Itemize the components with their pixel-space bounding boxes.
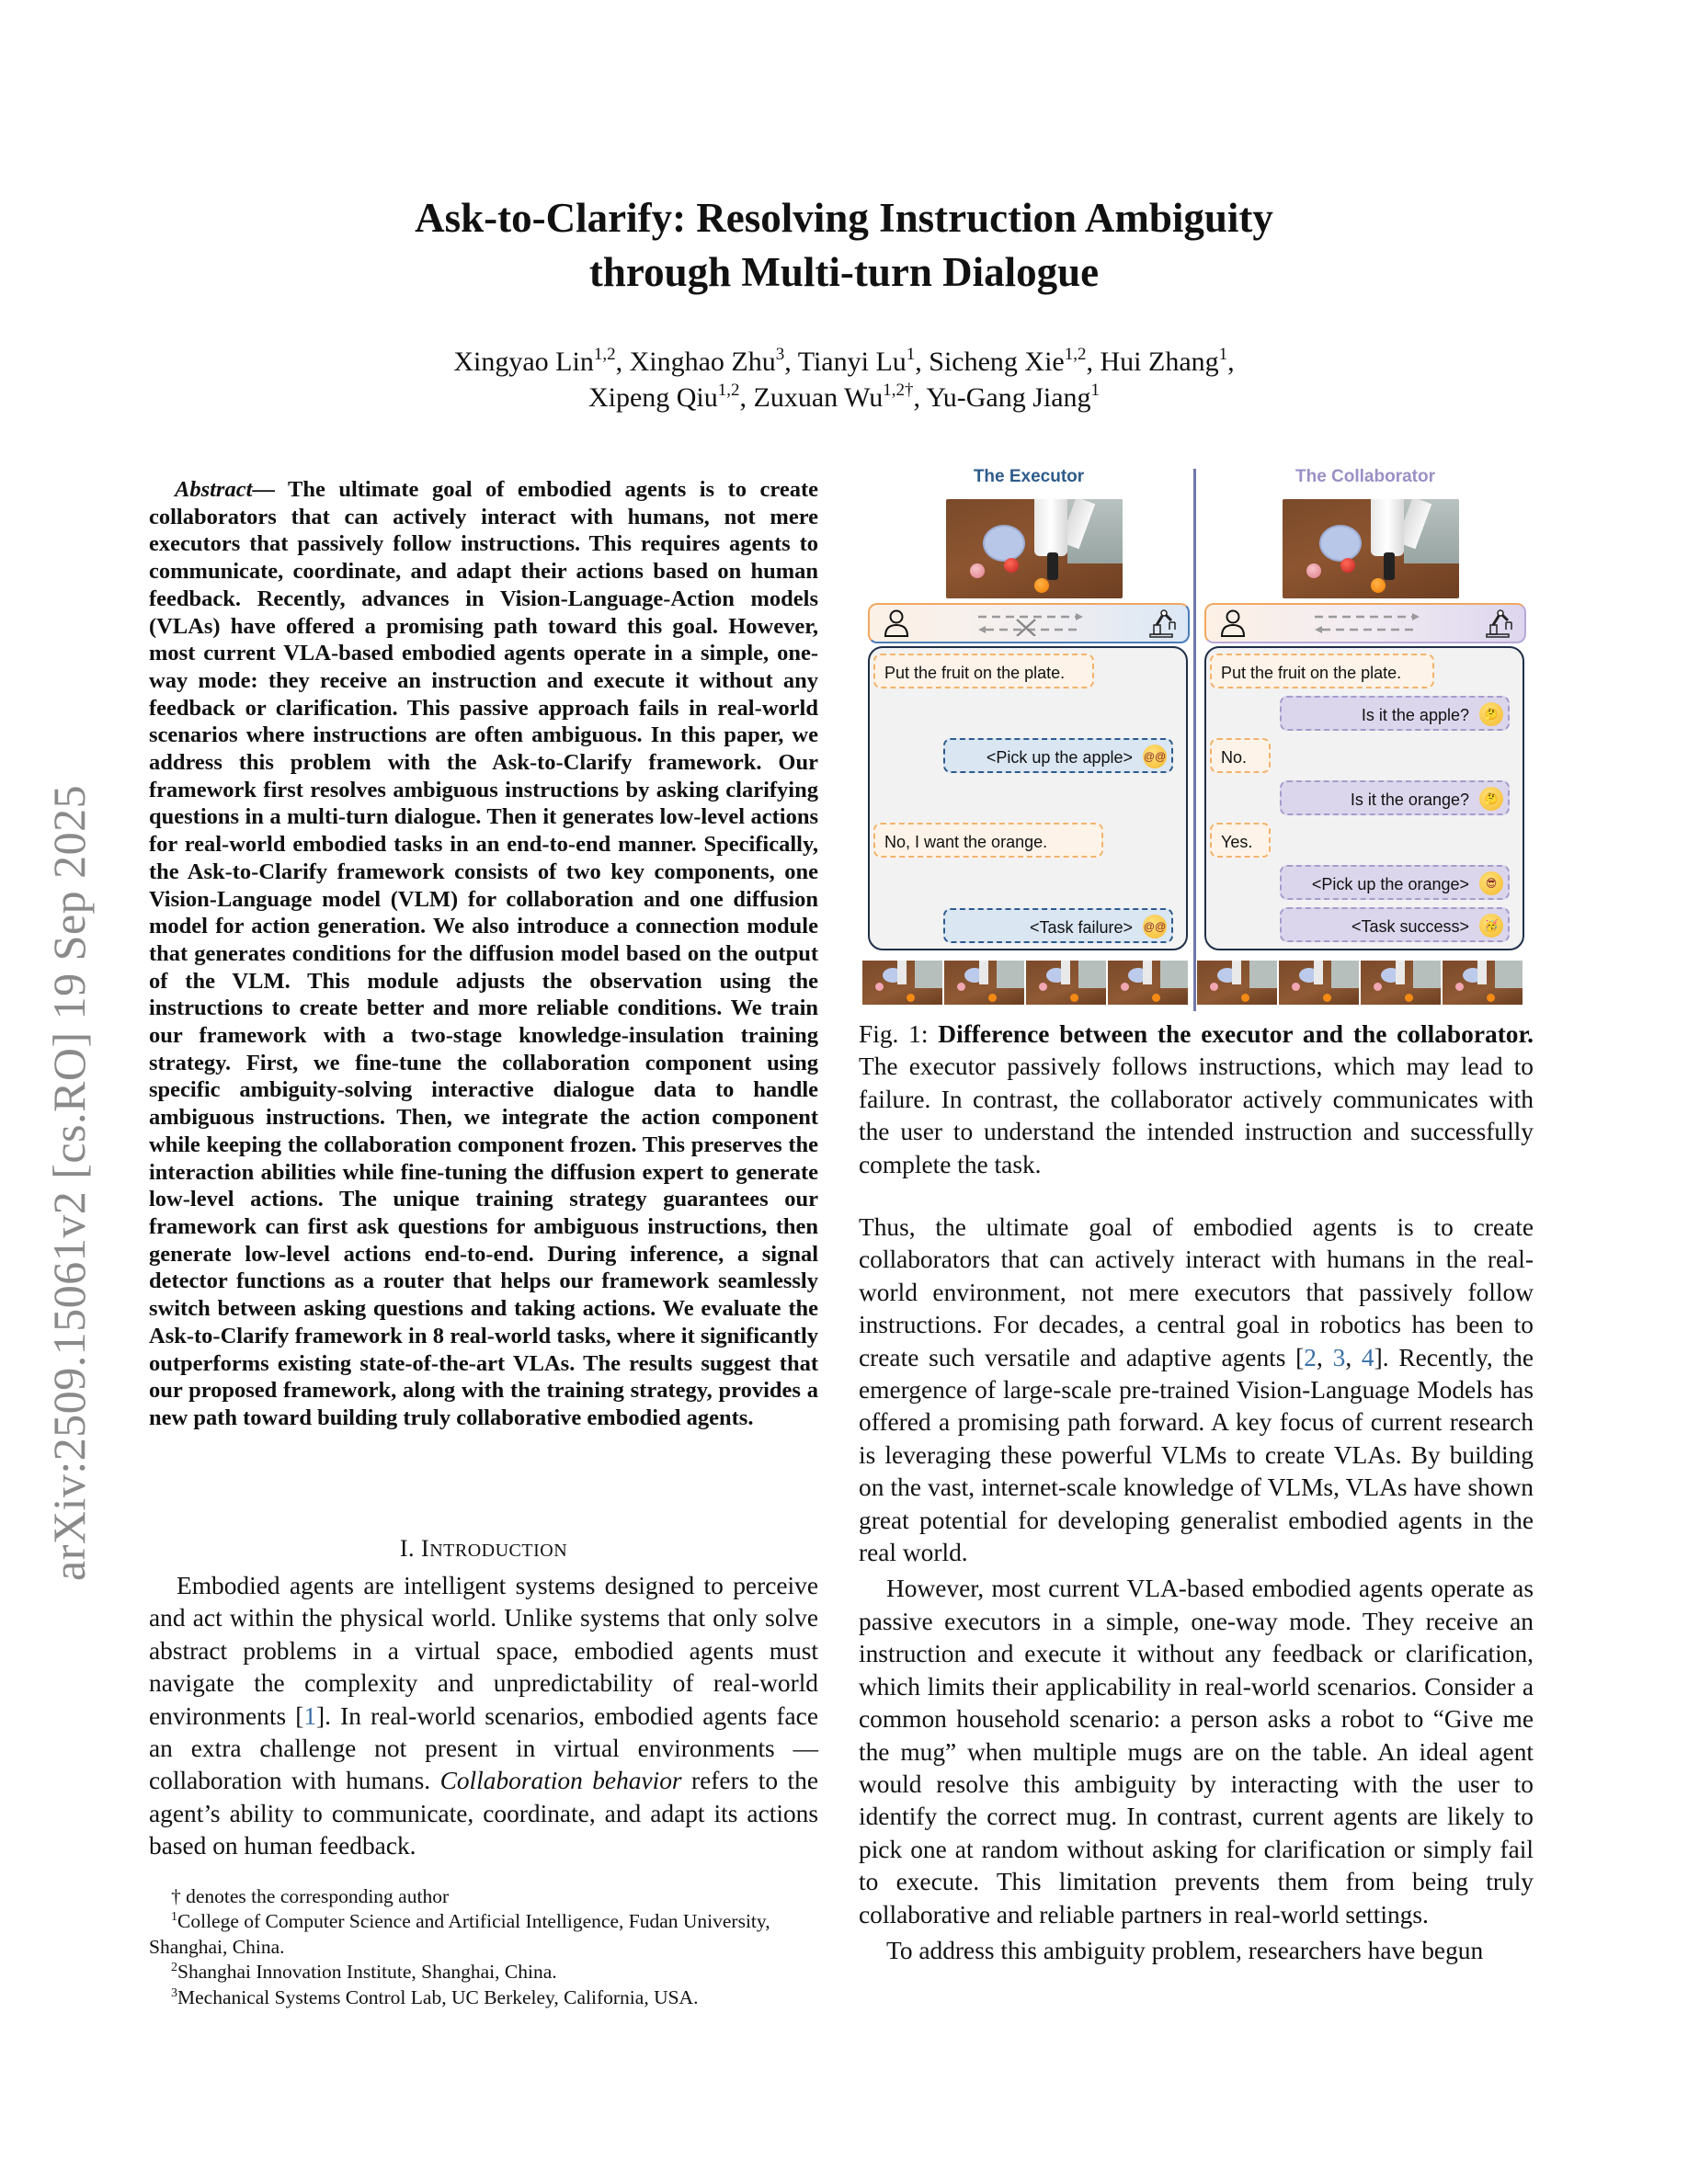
executor-dialogue [868, 646, 1188, 950]
collaborator-frames [1197, 961, 1523, 1005]
footnote: $^2$Shanghai Innovation Institute, Shanghai, China. [171, 1961, 557, 1984]
dizzy-face-icon: @@ [1143, 745, 1167, 768]
figure-caption [859, 1018, 1534, 1181]
agent-message: <Task failure> @@ [943, 908, 1173, 943]
author-affiliation: 1,2 [593, 345, 616, 364]
user-message: Put the fruit on the plate. [873, 654, 1094, 688]
orange [1371, 578, 1386, 593]
collaborator-title: The Collaborator [1295, 467, 1435, 486]
red-apple [1340, 558, 1355, 573]
one-way-arrows-icon [973, 610, 1087, 636]
section-heading-introduction: I. INTRODUCTION [399, 1535, 568, 1562]
scene-photo [1283, 499, 1459, 598]
user-message: No. [1210, 738, 1271, 773]
user-message: Put the fruit on the plate. [1210, 654, 1434, 688]
intro-paragraph: Embodied agents are intelligent systems designed to perceive and act within the physical world. Unlike systems that only solve abstract problems in a virtual space, embodied agents must navigate the complexity and unpredictability of real-world environments [1]. In real-world scenarios, embodied agents face an extra challenge not present in virtual environments — collaboration with humans. Collaboration behavior refers to the agent’s ability to communicate, coordinate, and adapt its actions based on human feedback. [149, 1572, 818, 1860]
plate [983, 525, 1025, 562]
footnote: $^1$College of Computer Science and Artificial Intelligence, Fudan University, Shanghai, China. [149, 1910, 770, 1958]
executor-frames [862, 961, 1188, 1005]
scene-photo [946, 499, 1123, 598]
caption-text: The executor passively follows instructions, which may lead to failure. In contrast, the collaborator actively communicates with the user to understand the intended instruction and successfully complete the task. [859, 1052, 1534, 1178]
abstract-label: Abstract [175, 477, 253, 502]
agent-message: Is it the apple? 🤔 [1280, 696, 1510, 731]
body-paragraph: Thus, the ultimate goal of embodied agents is to create collaborators that can actively interact with humans in the real-world environment, not mere executors that passively follow instructions. For decades, a central goal in robotics has been to create such versatile and adaptive agents [2, 3, 4]. Recently, the emergence of large-scale pre-trained Vision-Language Models has offered a promising path forward. A key focus of current research is leveraging these powerful VLMs to create VLAs. By building on the vast, internet-scale knowledge of VLMs, VLAs have shown great potential for developing generalist embodied agents in the real world. [859, 1213, 1534, 1567]
paper-title [276, 191, 1412, 300]
executor-title: The Executor [973, 467, 1085, 486]
user-icon [883, 609, 910, 638]
robot-arm [1034, 499, 1067, 556]
red-apple [1004, 558, 1019, 573]
robot-arm [1371, 499, 1404, 556]
author: Yu-Gang Jiang [926, 382, 1091, 413]
author: Sicheng Xie [929, 347, 1065, 377]
agent-message: <Pick up the apple> @@ [943, 738, 1173, 773]
collaborator-dialogue [1204, 646, 1524, 950]
author-affiliation: 1 [1090, 381, 1101, 400]
thinking-face-icon: 🤔 [1479, 787, 1503, 811]
two-way-arrows-icon [1309, 610, 1423, 636]
author: Xipeng Qiu [587, 382, 718, 413]
frame-thumbnail [1279, 961, 1359, 1005]
footnote: $^3$Mechanical Systems Control Lab, UC Berkeley, California, USA. [171, 1985, 699, 2008]
citation-link[interactable]: 3 [1332, 1343, 1346, 1371]
agent-message: <Pick up the orange> 😎 [1280, 865, 1510, 900]
frame-thumbnail [944, 961, 1024, 1005]
author-list [276, 344, 1412, 415]
arxiv-identifier: arXiv:2509.15061v2 [cs.RO] 19 Sep 2025 [43, 784, 95, 1581]
author-affiliation: 1 [906, 345, 916, 364]
user-message: Yes. [1210, 823, 1271, 858]
citation-link[interactable]: 1 [303, 1701, 317, 1730]
footnote: † denotes the corresponding author [171, 1885, 450, 1907]
frame-thumbnail [1197, 961, 1277, 1005]
title-line-1: Ask-to-Clarify: Resolving Instruction Ambiguity [415, 195, 1273, 241]
thinking-face-icon: 🤔 [1479, 702, 1503, 726]
agent-message: <Task success> 🥳 [1280, 907, 1510, 942]
frame-thumbnail [1443, 961, 1523, 1005]
author-affiliation: 1,2 [717, 381, 740, 400]
footnotes [149, 1884, 818, 2010]
sunglasses-face-icon: 😎 [1479, 871, 1503, 895]
frame-thumbnail [862, 961, 942, 1005]
interaction-bar [868, 603, 1190, 643]
user-message: No, I want the orange. [873, 823, 1103, 858]
emphasis: Collaboration behavior [439, 1767, 682, 1795]
agent-message: Is it the orange? 🤔 [1280, 780, 1510, 815]
party-face-icon: 🥳 [1479, 914, 1503, 938]
frame-thumbnail [1361, 961, 1441, 1005]
author: Zuxuan Wu [753, 382, 884, 413]
abstract-paragraph: Abstract— The ultimate goal of embodied agents is to create collaborators that can actively interact with humans, not mere executors that passively follow instructions. This requires agents to communicate, coordinate, and adapt their actions based on human feedback. Recently, advances in Vision-Language-Action models (VLAs) have offered a promising path toward this goal. However, most current VLA-based embodied agents operate in a simple, one-way mode: they receive an instruction and execute it without any feedback or clarification. This passive approach fails in real-world scenarios where instructions are often ambiguous. In this paper, we address this problem with the Ask-to-Clarify framework. Our framework first resolves ambiguous instructions by asking clarifying questions in a multi-turn dialogue. Then it generates low-level actions for real-world embodied tasks in an end-to-end manner. Specifically, the Ask-to-Clarify framework consists of two key components, one Vision-Language model (VLM) for collaboration and one diffusion model for action generation. We also introduce a connection module that generates conditions for the diffusion model based on the output of the VLM. This module adjusts the observation using the instructions to create better and more reliable conditions. We train our framework with a two-stage knowledge-insulation training strategy. First, we fine-tune the collaboration component using specific ambiguity-solving interactive dialogue data to handle ambiguous instructions. Then, we integrate the action component while keeping the collaboration component frozen. This preserves the interaction abilities while fine-tuning the diffusion expert to generate low-level actions. The unique training strategy guarantees our framework can first ask questions for ambiguous instructions, then generate low-level actions end-to-end. During inference, a signal detector functions as a router that helps our framework seamlessly switch between asking questions and taking actions. We evaluate the Ask-to-Clarify framework in 8 real-world tasks, where it significantly outperforms existing state-of-the-art VLAs. The results suggest that our proposed framework, along with the training strategy, provides a new path toward building truly collaborative embodied agents. [149, 477, 818, 1430]
caption-title: Difference between the executor and the collaborator. [938, 1020, 1534, 1048]
section-number: I. [399, 1535, 416, 1562]
interaction-bar [1204, 603, 1526, 643]
frame-thumbnail [1108, 961, 1188, 1005]
introduction-body-continued [859, 1211, 1534, 1967]
robot-arm-icon [1484, 608, 1515, 639]
collaborator-panel [1204, 460, 1526, 1011]
body-paragraph: To address this ambiguity problem, researchers have begun [886, 1936, 1484, 1964]
pink-apple [1306, 563, 1321, 578]
orange [1034, 578, 1049, 593]
citation-link[interactable]: 4 [1361, 1343, 1374, 1371]
author-affiliation: 3 [775, 345, 785, 364]
author: Xinghao Zhu [629, 347, 776, 377]
robot-arm-icon [1147, 608, 1179, 639]
abstract-text: The ultimate goal of embodied agents is to create collaborators that can actively interact with humans, not mere executors that passively follow instructions. This requires agents to communicate, coordinate, and adapt their actions based on human feedback. Recently, advances in Vision-Language-Action models (VLAs) have offered a promising path toward this goal. However, most current VLA-based embodied agents operate in a simple, one-way mode: they receive an instruction and execute it without any feedback or clarification. This passive approach fails in real-world scenarios where instructions are often ambiguous. In this paper, we address this problem with the Ask-to-Clarify framework. Our framework first resolves ambiguous instructions by asking clarifying questions in a multi-turn dialogue. Then it generates low-level actions for real-world embodied tasks in an end-to-end manner. Specifically, the Ask-to-Clarify framework consists of two key components, one Vision-Language model (VLM) for collaboration and one diffusion model for action generation. We also introduce a connection module that generates conditions for the diffusion model based on the output of the VLM. This module adjusts the observation using the instructions to create better and more reliable conditions. We train our framework with a two-stage knowledge-insulation training strategy. First, we fine-tune the collaboration component using specific ambiguity-solving interactive dialogue data to handle ambiguous instructions. Then, we integrate the action component while keeping the collaboration component frozen. This preserves the interaction abilities while fine-tuning the diffusion expert to generate low-level actions. The unique training strategy guarantees our framework can first ask questions for ambiguous instructions, then generate low-level actions end-to-end. During inference, a signal detector functions as a router that helps our framework seamlessly switch between asking questions and taking actions. We evaluate the Ask-to-Clarify framework in 8 real-world tasks, where it significantly outperforms existing state-of-the-art VLAs. The results suggest that our proposed framework, along with the training strategy, provides a new path toward building truly collaborative embodied agents. [149, 477, 818, 1430]
panel-divider [1193, 469, 1196, 1011]
plate [1319, 525, 1362, 562]
introduction-body [149, 1570, 818, 1863]
pink-apple [970, 563, 985, 578]
executor-panel [868, 460, 1190, 1011]
figure-1 [862, 460, 1534, 1011]
user-icon [1219, 609, 1247, 638]
frame-thumbnail [1026, 961, 1106, 1005]
author-affiliation: 1,2† [883, 381, 914, 400]
author-affiliation: 1 [1218, 345, 1228, 364]
body-paragraph: However, most current VLA-based embodied agents operate as passive executors in a simple, one-way mode. They receive an instruction and execute it without any feedback or clarification, which limits their applicability in real-world scenarios. Consider a common household scenario: a person asks a robot to “Give me the mug” when multiple mugs are on the table. An ideal agent would resolve this ambiguity by interacting with the user to identify the correct mug. In contrast, current agents are likely to pick one at random without asking for clarification or simply fail to execute. This limitation prevents them from being truly collaborative and reliable partners in real-world settings. [859, 1575, 1534, 1928]
citation-link[interactable]: 2 [1304, 1343, 1317, 1371]
author: Tianyi Lu [797, 347, 907, 377]
dizzy-face-icon: @@ [1143, 915, 1167, 938]
author: Xingyao Lin [453, 347, 594, 377]
author: Hui Zhang [1100, 347, 1219, 377]
author-affiliation: 1,2 [1064, 345, 1087, 364]
caption-label: Fig. 1: [859, 1020, 939, 1048]
author-line-2: Xipeng Qiu$^{1,2}$, Zuxuan $Wu^{1,2\dagger}$, Yu-Gang Jiang$^1$ [587, 381, 1101, 413]
author-line-1: Xingyao Lin$^{1,2}$, Xinghao Zhu$^3$, Tianyi Lu$^1$, Sicheng Xie$^{1,2}$, Hui Zhang$^1$, [453, 345, 1235, 377]
title-line-2: through Multi-turn Dialogue [588, 249, 1100, 295]
abstract [149, 476, 818, 1432]
